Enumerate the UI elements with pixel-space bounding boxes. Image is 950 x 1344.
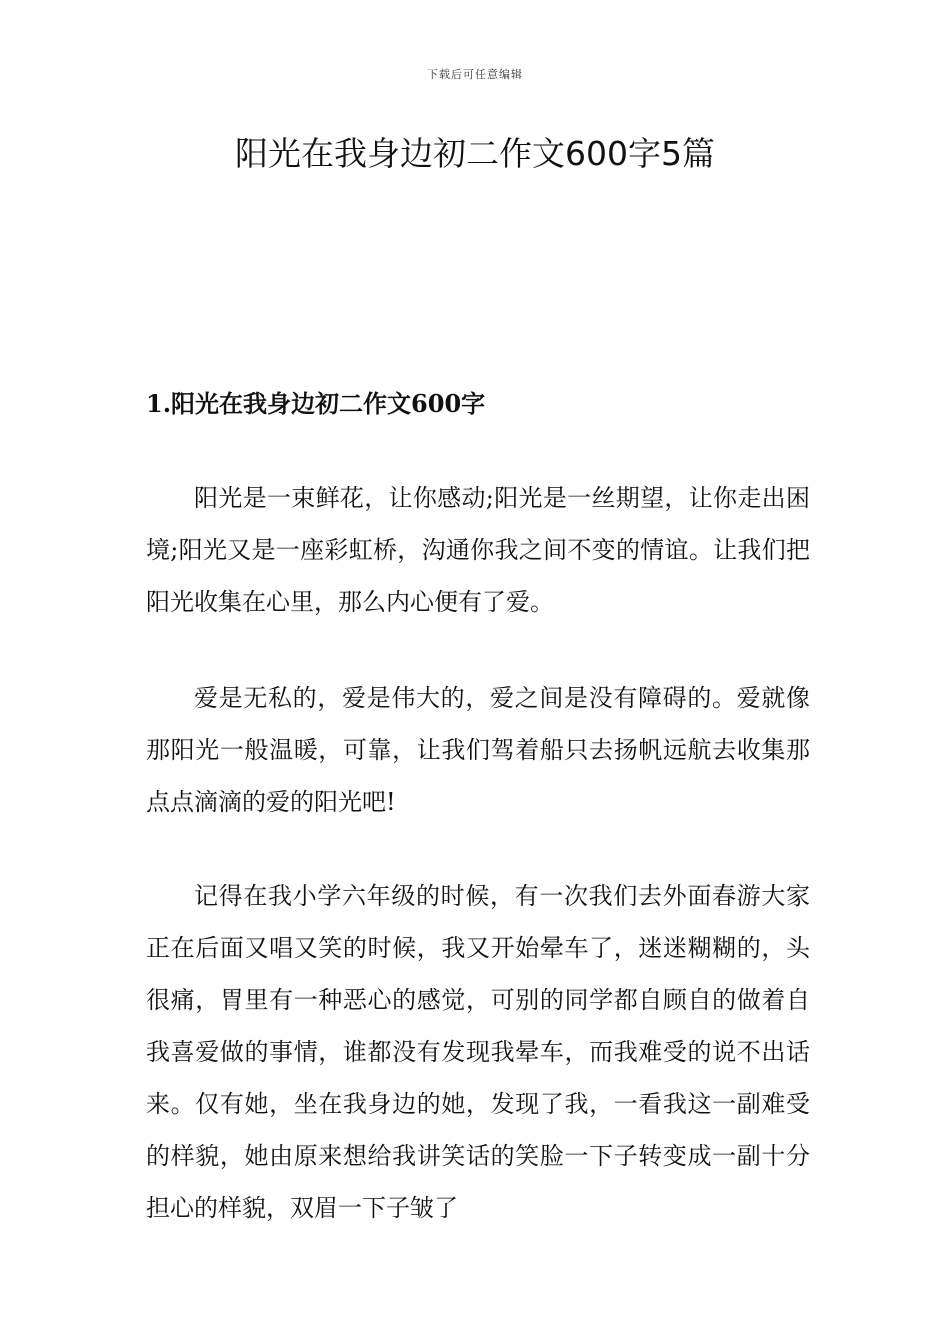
header-note: 下载后可任意编辑 — [427, 68, 523, 81]
body-paragraph: 阳光是一束鲜花，让你感动;阳光是一丝期望，让你走出困境;阳光又是一座彩虹桥，沟通你我之间不变的情谊。让我们把阳光收集在心里，那么内心便有了爱。 — [146, 484, 810, 616]
body-paragraph: 爱是无私的，爱是伟大的，爱之间是没有障碍的。爱就像那阳光一般温暖，可靠，让我们驾着船只去扬帆远航去收集那点点滴滴的爱的阳光吧! — [146, 684, 810, 816]
section-heading: 1.阳光在我身边初二作文600字 — [146, 389, 486, 418]
document-title: 阳光在我身边初二作文600字5篇 — [235, 134, 715, 173]
body-paragraph: 记得在我小学六年级的时候，有一次我们去外面春游大家正在后面又唱又笑的时候，我又开始晕车了，迷迷糊糊的，头很痛，胃里有一种恶心的感觉，可别的同学都自顾自的做着自我喜爱做的事情，谁都没有发现我晕车，而我难受的说不出话来。仅有她，坐在我身边的她，发现了我，一看我这一副难受的样貌，她由原来想给我讲笑话的笑脸一下子转变成一副十分担心的样貌，双眉一下子皱了 — [146, 882, 810, 1222]
